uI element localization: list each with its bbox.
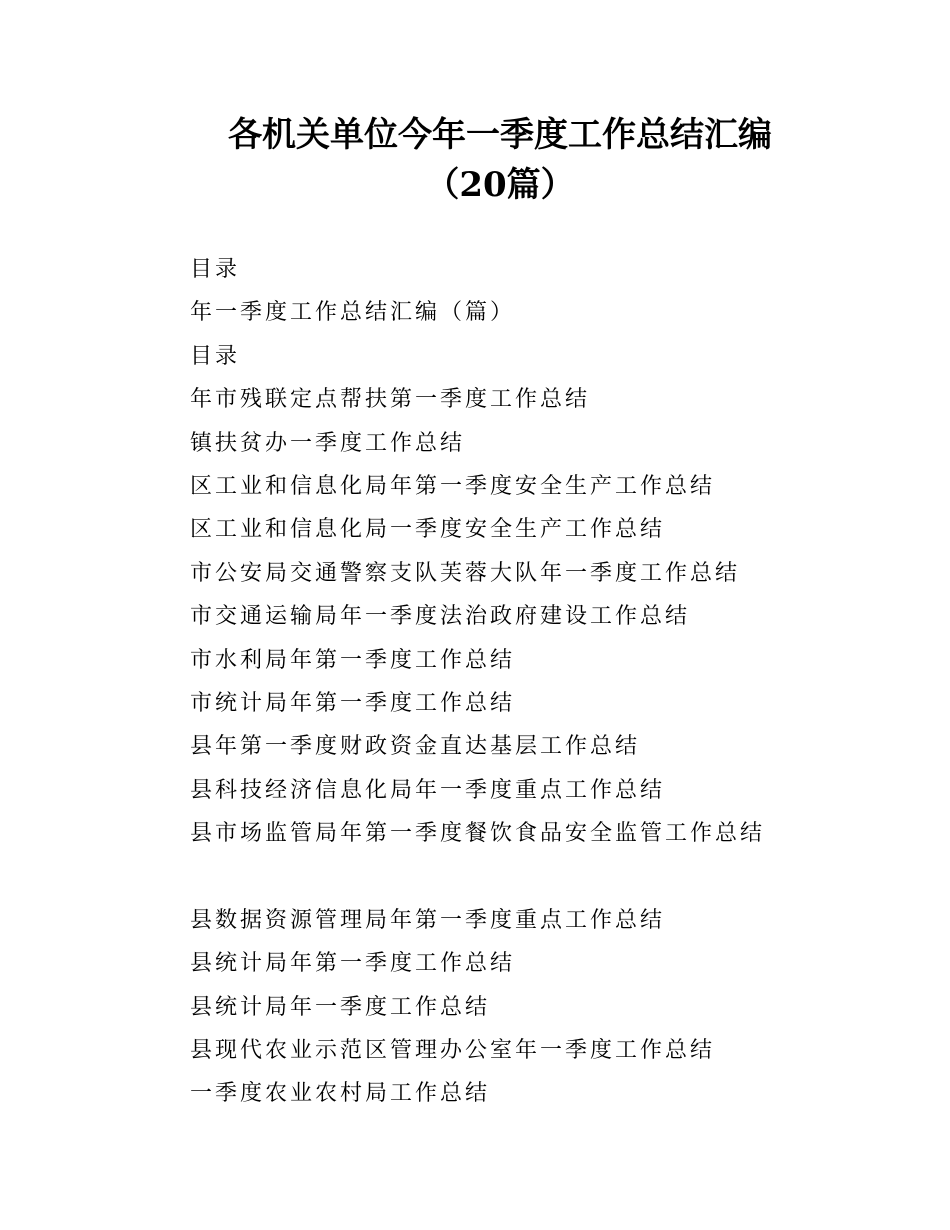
toc-item: 镇扶贫办一季度工作总结: [190, 430, 466, 456]
toc-item: 年市残联定点帮扶第一季度工作总结: [190, 387, 591, 413]
toc-item: 县数据资源管理局年第一季度重点工作总结: [190, 907, 666, 933]
toc-item: 市统计局年第一季度工作总结: [190, 690, 516, 716]
title-line-1: 各机关单位今年一季度工作总结汇编: [228, 115, 772, 155]
toc-item: 一季度农业农村局工作总结: [190, 1081, 491, 1107]
toc-item: 市公安局交通警察支队芙蓉大队年一季度工作总结: [190, 560, 741, 586]
toc-item: 年一季度工作总结汇编（篇）: [190, 300, 516, 326]
toc-item: 县现代农业示范区管理办公室年一季度工作总结: [190, 1038, 716, 1064]
toc-item: 县市场监管局年第一季度餐饮食品安全监管工作总结: [190, 821, 766, 847]
table-of-contents: [190, 248, 890, 1116]
toc-item: 目录: [190, 257, 241, 282]
toc-item: 县科技经济信息化局年一季度重点工作总结: [190, 777, 666, 803]
toc-item: 区工业和信息化局一季度安全生产工作总结: [190, 517, 666, 543]
toc-item: 目录: [190, 343, 241, 369]
toc-blank-line: [190, 855, 890, 898]
title-line-2: （20篇）: [425, 165, 575, 205]
toc-item: 县统计局年一季度工作总结: [190, 994, 491, 1020]
toc-item: 县统计局年第一季度工作总结: [190, 951, 516, 977]
toc-item: 市水利局年第一季度工作总结: [190, 647, 516, 673]
toc-item: 区工业和信息化局年第一季度安全生产工作总结: [190, 473, 716, 499]
toc-item: 县年第一季度财政资金直达基层工作总结: [190, 734, 641, 760]
document-title: [0, 110, 950, 210]
toc-item: 市交通运输局年一季度法治政府建设工作总结: [190, 604, 691, 630]
